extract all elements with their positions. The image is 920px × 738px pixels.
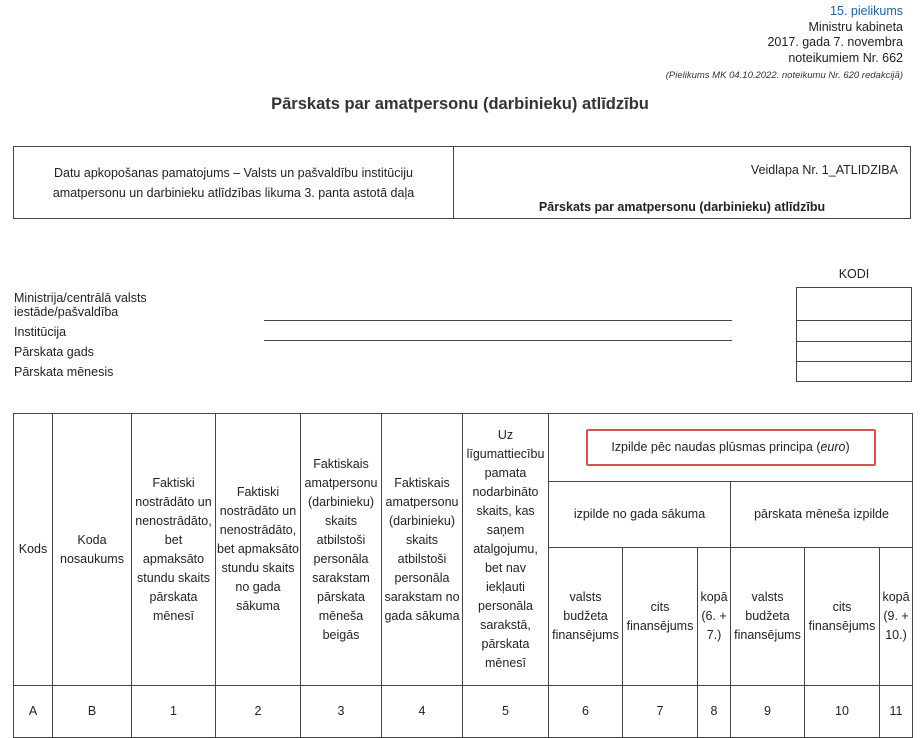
header-col-7: cits finansējums [623, 548, 698, 686]
label-ministry [14, 291, 147, 319]
index-cell: 2 [216, 686, 301, 738]
code-box-ministry[interactable] [796, 287, 912, 321]
ministry-underline[interactable] [264, 320, 732, 321]
label-institution: Institūcija [14, 325, 67, 339]
codes-title: KODI [838, 267, 870, 281]
data-basis [14, 147, 454, 218]
index-cell: 8 [698, 686, 731, 738]
annex-line-3: 2017. gada 7. novembra [767, 35, 903, 49]
header-col-9: valsts budžeta finansējums [731, 548, 805, 686]
index-row [14, 686, 913, 738]
index-cell: 7 [623, 686, 698, 738]
header-col-11: kopā (9. + 10.) [880, 548, 913, 686]
header-col-6: valsts budžeta finansējums [549, 548, 623, 686]
annex-line-4: noteikumiem Nr. 662 [788, 50, 903, 65]
label-ministry-line-2: iestāde/pašvaldība [14, 305, 119, 319]
header-execution-cash-flow [549, 414, 913, 482]
index-cell: 10 [805, 686, 880, 738]
header-col-1: Faktiski nostrādāto un nenostrādāto, bet apmaksāto stundu skaits pārskata mēnesī [132, 414, 216, 686]
page-title: Pārskats par amatpersonu (darbinieku) atlīdzību [271, 95, 649, 113]
highlight-box: Izpilde pēc naudas plūsmas principa (euro) [586, 429, 876, 466]
form-header-box [13, 146, 911, 219]
label-year: Pārskata gads [14, 345, 94, 359]
label-month: Pārskata mēnesis [14, 365, 114, 379]
form-number: Veidlapa Nr. 1_ATLIDZIBA [750, 163, 898, 177]
execution-unit: euro [820, 440, 846, 454]
index-cell: 11 [880, 686, 913, 738]
header-ytd: izpilde no gada sākuma [549, 482, 731, 548]
annex-note: (Pielikums MK 04.10.2022. noteikumu Nr. 620 redakcijā) [665, 70, 903, 81]
code-box-month[interactable] [796, 361, 912, 382]
code-box-year[interactable] [796, 341, 912, 362]
header-col-5: Uz līgumattiecību pamata nodarbināto skaits, kas saņem atalgojumu, bet nav iekļauti personāla sarakstā, pārskata mēnesī [463, 414, 549, 686]
index-cell: 1 [132, 686, 216, 738]
header-col-3: Faktiskais amatpersonu (darbinieku) skaits atbilstoši personāla sarakstam pārskata mēneša beigās [301, 414, 382, 686]
execution-label: Izpilde pēc naudas plūsmas principa [611, 440, 813, 454]
index-cell: 3 [301, 686, 382, 738]
header-month: pārskata mēneša izpilde [731, 482, 913, 548]
data-basis-line-1: Datu apkopošanas pamatojums – Valsts un pašvaldību institūciju [53, 165, 413, 180]
index-cell: A [14, 686, 53, 738]
annex-reference [666, 4, 903, 82]
index-cell: 5 [463, 686, 549, 738]
index-cell: 4 [382, 686, 463, 738]
header-col-8: kopā (6. + 7.) [698, 548, 731, 686]
label-ministry-line-1: Ministrija/centrālā valsts [14, 291, 147, 305]
data-basis-line-2: amatpersonu un darbinieku atlīdzības likuma 3. panta astotā daļa [52, 185, 415, 200]
header-col-10: cits finansējums [805, 548, 880, 686]
institution-underline[interactable] [264, 340, 732, 341]
header-col-4: Faktiskais amatpersonu (darbinieku) skaits atbilstoši personāla sarakstam no gada sākuma [382, 414, 463, 686]
index-cell: B [53, 686, 132, 738]
header-kods: Kods [14, 414, 53, 686]
header-col-2: Faktiski nostrādāto un nenostrādāto, bet apmaksāto stundu skaits no gada sākuma [216, 414, 301, 686]
code-box-institution[interactable] [796, 320, 912, 342]
form-title: Pārskats par amatpersonu (darbinieku) atlīdzību [538, 200, 826, 214]
report-table [13, 413, 913, 738]
index-cell: 9 [731, 686, 805, 738]
index-cell: 6 [549, 686, 623, 738]
header-code-name: Koda nosaukums [53, 414, 132, 686]
annex-line-2: Ministru kabineta [808, 19, 903, 34]
annex-link[interactable]: 15. pielikums [830, 4, 903, 18]
